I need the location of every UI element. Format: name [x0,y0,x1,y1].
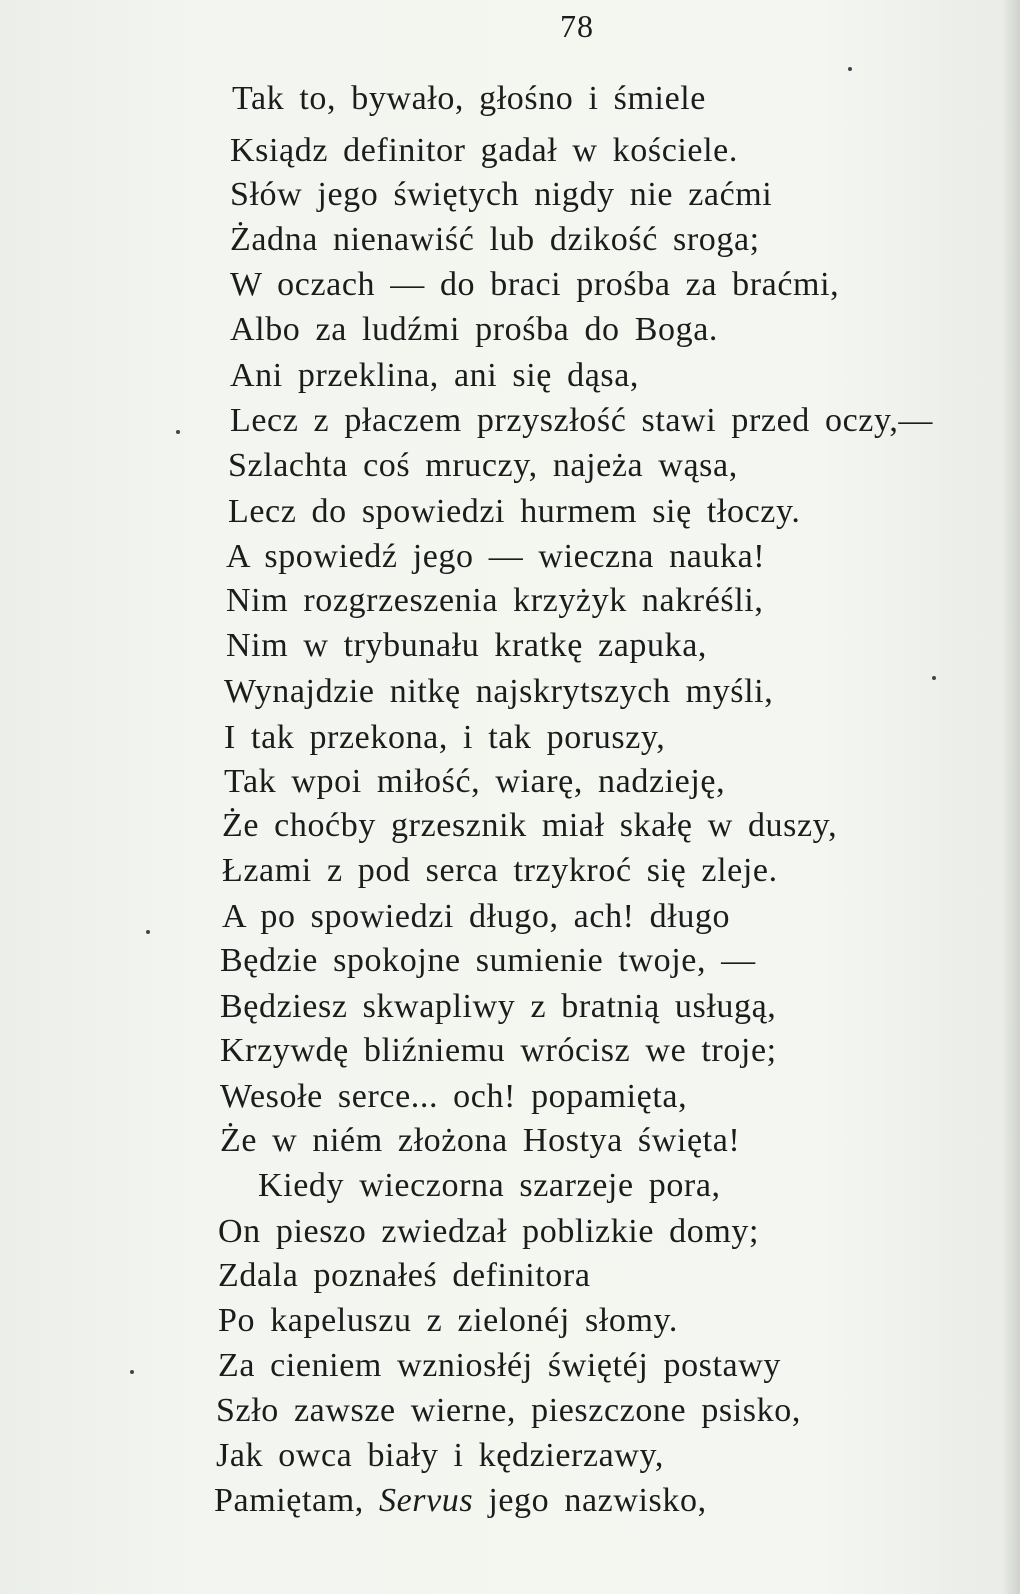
poem-line-7: Ani przeklina, ani się dąsa, [230,357,640,394]
poem-line-4: Żadna nienawiść lub dzikość sroga; [230,221,760,258]
poem-line-32 [214,1481,707,1521]
print-speck [848,67,852,71]
poem-line-5: W oczach — do braci prośba za braćmi, [230,266,840,303]
print-speck [130,1370,134,1374]
poem-line-1: Tak to, bywało, głośno i śmiele [232,80,706,117]
poem-line-24: Że w niém złożona Hostya święta! [220,1122,741,1159]
poem-line-30: Szło zawsze wierne, pieszczone psisko, [216,1392,801,1429]
poem-line-6: Albo za ludźmi prośba do Boga. [230,311,719,348]
poem-line-32-start: Pamiętam, [214,1482,379,1519]
poem-line-8: Lecz z płaczem przyszłość stawi przed oczy,— [230,402,934,439]
print-speck [932,676,936,680]
poem-line-26: On pieszo zwiedzał poblizkie domy; [218,1213,760,1250]
italic-name: Servus [378,1482,474,1519]
page-number: 78 [560,8,594,44]
poem-line-18: Łzami z pod serca trzykroć się zleje. [222,852,778,889]
poem-line-20: Będzie spokojne sumienie twoje, — [220,942,756,979]
poem-line-16: Tak wpoi miłość, wiarę, nadzieję, [224,763,726,800]
poem-line-13: Nim w trybunału kratkę zapuka, [226,627,708,664]
poem-line-3: Słów jego świętych nigdy nie zaćmi [230,176,773,213]
poem-line-14: Wynajdzie nitkę najskrytszych myśli, [224,673,774,710]
poem-line-2: Ksiądz definitor gadał w kościele. [230,132,738,169]
print-speck [176,430,180,434]
poem-line-19: A po spowiedzi długo, ach! długo [222,898,731,935]
poem-line-22: Krzywdę bliźniemu wrócisz we troje; [220,1032,777,1069]
poem-line-21: Będziesz skwapliwy z bratnią usługą, [220,988,777,1025]
poem-line-32-end: jego nazwisko, [473,1482,707,1519]
poem-line-28: Po kapeluszu z zielonéj słomy. [218,1302,678,1339]
poem-line-31: Jak owca biały i kędzierzawy, [216,1437,664,1474]
poem-line-9: Szlachta coś mruczy, najeża wąsa, [228,447,738,484]
poem-line-17: Że choćby grzesznik miał skałę w duszy, [222,807,838,844]
print-speck [146,930,150,934]
poem-line-15: I tak przekona, i tak poruszy, [224,719,666,756]
poem-line-11: A spowiedź jego — wieczna nauka! [226,538,766,575]
poem-line-23: Wesołe serce... och! popamięta, [220,1078,688,1115]
poem-line-29: Za cieniem wzniosłéj świętéj postawy [218,1347,782,1384]
poem-line-25: Kiedy wieczorna szarzeje pora, [258,1167,721,1204]
poem-line-10: Lecz do spowiedzi hurmem się tłoczy. [228,493,801,530]
poem-line-12: Nim rozgrzeszenia krzyżyk nakréśli, [226,582,764,619]
poem-line-27: Zdala poznałeś definitora [218,1257,591,1294]
